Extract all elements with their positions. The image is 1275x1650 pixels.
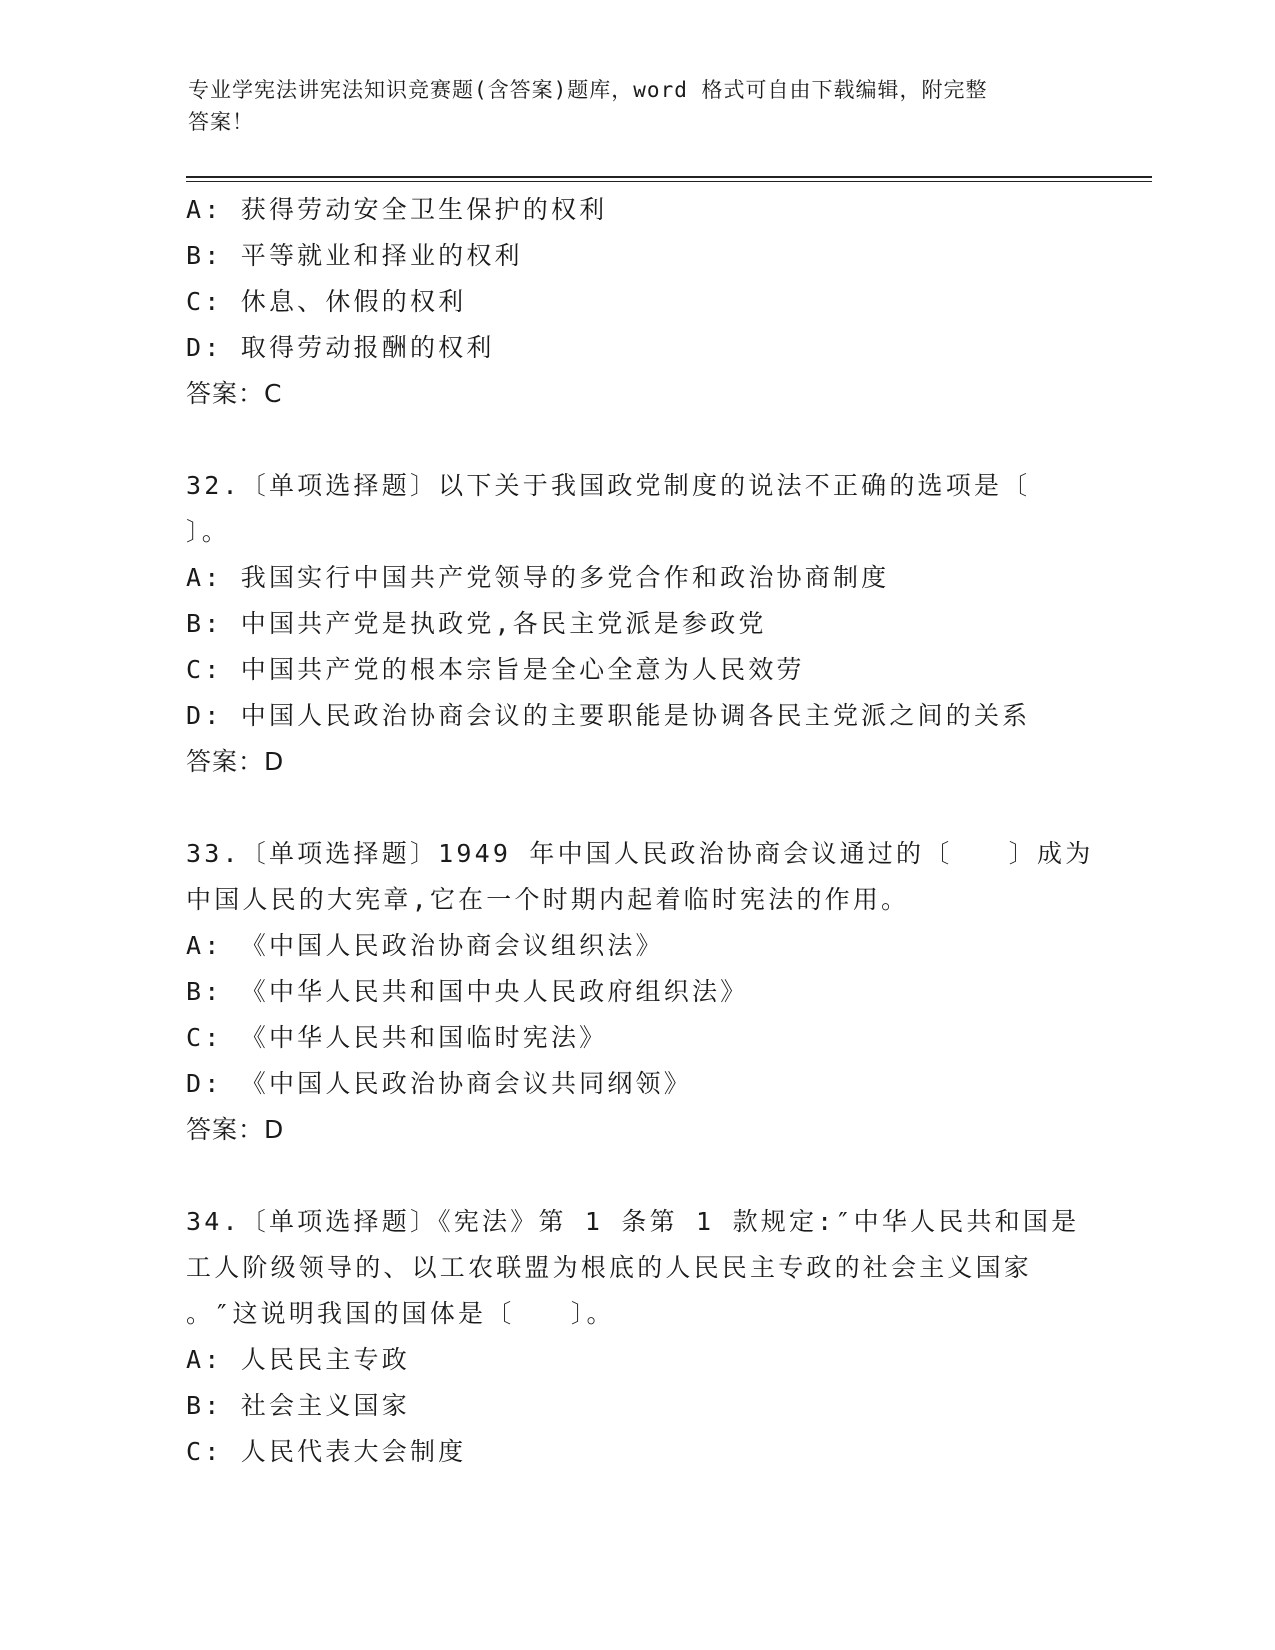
question-text-line: 中国人民的大宪章,它在一个时期内起着临时宪法的作用。 [186, 885, 910, 914]
question-text-line: 工人阶级领导的、以工农联盟为根底的人民民主专政的社会主义国家 [186, 1253, 1033, 1282]
option-c: C: 《中华人民共和国临时宪法》 [186, 1023, 608, 1052]
option-d: D: 中国人民政治协商会议的主要职能是协调各民主党派之间的关系 [186, 701, 1031, 730]
header-divider-thin [186, 181, 1152, 182]
question-31 [186, 187, 1086, 417]
option-a: A: 获得劳动安全卫生保护的权利 [186, 195, 608, 224]
option-a: A: 我国实行中国共产党领导的多党合作和政治协商制度 [186, 563, 890, 592]
option-c: C: 休息、休假的权利 [186, 287, 467, 316]
question-text-line: 34.〔单项选择题〕《宪法》第 1 条第 1 款规定:″中华人民共和国是 [186, 1207, 1080, 1236]
answer-line: 答案：C [186, 379, 283, 408]
question-33 [186, 831, 1094, 1153]
question-32 [186, 463, 1086, 785]
document-header [188, 74, 1068, 138]
header-line-2: 答案！ [188, 110, 254, 134]
option-d: D: 取得劳动报酬的权利 [186, 333, 495, 362]
option-b: B: 《中华人民共和国中央人民政府组织法》 [186, 977, 749, 1006]
question-content [186, 187, 1094, 1475]
question-text-line: 〕。 [186, 517, 230, 546]
option-a: A: 人民民主专政 [186, 1345, 410, 1374]
question-text-line: 。″这说明我国的国体是〔 〕。 [186, 1299, 615, 1328]
option-c: C: 中国共产党的根本宗旨是全心全意为人民效劳 [186, 655, 805, 684]
answer-line: 答案：D [186, 747, 285, 776]
question-text-line: 32.〔单项选择题〕以下关于我国政党制度的说法不正确的选项是〔 [186, 471, 1031, 500]
option-b: B: 平等就业和择业的权利 [186, 241, 523, 270]
question-34 [186, 1199, 1086, 1475]
header-divider-thick [186, 176, 1152, 178]
option-b: B: 社会主义国家 [186, 1391, 410, 1420]
option-c: C: 人民代表大会制度 [186, 1437, 467, 1466]
option-a: A: 《中国人民政治协商会议组织法》 [186, 931, 664, 960]
answer-line: 答案：D [186, 1115, 285, 1144]
question-text-line: 33.〔单项选择题〕1949 年中国人民政治协商会议通过的〔 〕成为 [186, 839, 1094, 868]
option-d: D: 《中国人民政治协商会议共同纲领》 [186, 1069, 692, 1098]
header-line-1: 专业学宪法讲宪法知识竞赛题(含答案)题库，word 格式可自由下载编辑，附完整 [188, 78, 988, 102]
option-b: B: 中国共产党是执政党,各民主党派是参政党 [186, 609, 767, 638]
